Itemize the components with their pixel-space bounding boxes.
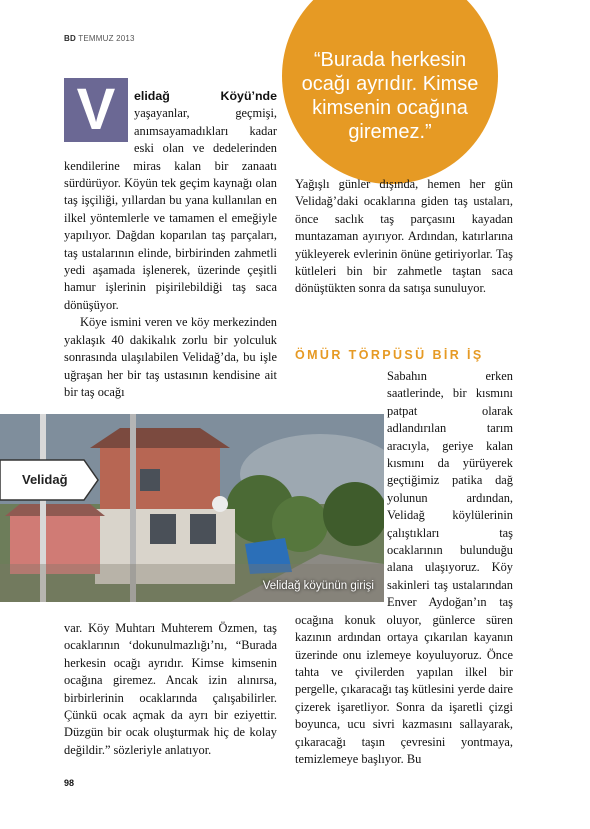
paragraph-rainy-days: Yağışlı günler dışında, hemen her gün Velidağ’daki ocaklarına giden taş ustaları, önce saclık taş parçasını kayadan muntazaman ayırıyor. Ardından, katırlarına yükleyerek evlerinin önüne getiriyorlar. Taş kütleleri bin bir zahmetle taştan saca dönüştükten sonra da satışa sunuluyor. [295,177,513,296]
paragraph-intro: yaşayanlar, geçmişi, anımsayamadıkları kadar eski olan ve dedelerinden kendilerine miras kalan bir zanaatı sürdürüyor. Köyün tek geçim kaynağı olan taş işçiliği, yıllardan bu yana kullanılan en ilkel yöntemlerle ve tamamen el emeğiyle yapılıyor. Dağdan koparılan taş parçaları, taş ustalarının elinde, birbirinden zahmetli yedi aşamada işlenerek, üzerinde çeşitli hamur işlerinin pişirilebildiği taş saca dönüşüyor. [64,106,277,312]
paragraph-quarry-visit: Sabahın erken saatlerinde, bir kısmını patpat olarak adlandırılan tarım aracıyla, geriye kalan kısmını da yürüyerek geçtiğimiz patika dağ yolunun ardından, Velidağ köylülerinin çalıştıkları taş ocaklarının bulunduğu alana ulaşıyoruz. Köy sakinleri taş ustalarından Enver Aydoğan’ın taş ocağına konuk oluyor, günlerce süren kazının ardından ortaya çıkarılan kayanın üzerinde onu izlemeye koyuluyoruz. Önce tahta ve çivilerden yapılan ilkel bir pergelle, çıkaracağı taş kütlesini yerde daire çizerek işaretliyor. Sonra da işaretli çizgi boyunca, ucu sivri kazmasını sallayarak, çıkaracağı taşın çevresini yontmaya, temizlemeye başlıyor. Bu [295,369,513,766]
left-column-top [64,88,277,410]
right-column-top [295,176,513,298]
section-heading: ÖMÜR TÖRPÜSÜ BİR İŞ [295,348,484,362]
running-header [64,34,135,43]
lead-in: elidağ Köyü’nde [134,89,277,103]
pull-quote: “Burada herkesin ocağı ayrıdır. Kimse kimsenin ocağına giremez.” [301,49,479,143]
magazine-brand: BD [64,34,76,43]
page-number: 98 [64,778,75,788]
right-column-bottom [295,368,513,768]
road-sign-text: Velidağ [22,472,68,487]
paragraph-headman: var. Köy Muhtarı Muhterem Özmen, taş ocaklarının ‘dokunulmazlığı’nı, “Burada herkesin ocağı ayrıdır. Kimse kimsenin ocağına giremez. Ancak izin alınırsa, birbirlerinin ocaklarında çalışabilirler. Çünkü ocak açmak da ayrı bir eziyettir. Düzgün bir ocak oluşturmak hiç de kolay değildir.” sözleriyle anlatıyor. [64,621,277,757]
drop-cap: V [64,78,128,142]
photo-caption: Velidağ köyünün girişi [262,580,374,592]
issue-date: TEMMUZ 2013 [78,34,135,43]
paragraph-village: Köye ismini veren ve köy merkezinden yaklaşık 40 dakikalık zorlu bir yolculuk sonrasında ulaşılabilen Velidağ’da, bu işle uğraşan her bir taş ustasının kendisine ait bir taş ocağı [64,315,277,399]
left-column-bottom [64,620,277,759]
